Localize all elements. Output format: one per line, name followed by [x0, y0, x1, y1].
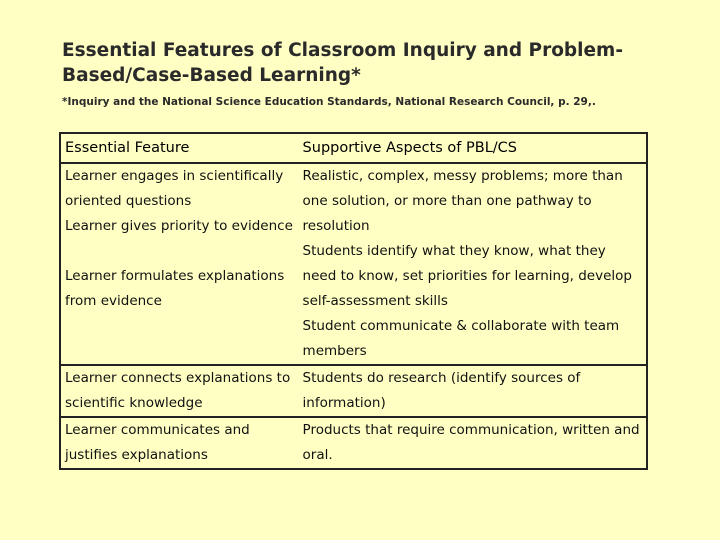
support-item: Students do research (identify sources of information) [302, 370, 581, 411]
header-supportive-aspects: Supportive Aspects of PBL/CS [299, 133, 647, 163]
feature-item: Learner formulates explanations from evidence [65, 268, 285, 309]
table-row [60, 365, 647, 417]
feature-item: Learner engages in scientifically oriented questions [65, 168, 284, 209]
support-cell [299, 163, 647, 365]
feature-cell [60, 365, 299, 417]
support-cell [299, 417, 647, 469]
support-item: Products that require communication, written and oral. [302, 422, 640, 463]
feature-item: Learner gives priority to evidence [65, 218, 293, 234]
table-row [60, 417, 647, 469]
feature-cell [60, 163, 299, 365]
features-table [59, 132, 648, 470]
support-cell [299, 365, 647, 417]
feature-item: Learner communicates and justifies explanations [65, 422, 250, 463]
feature-item: Learner connects explanations to scientific knowledge [65, 370, 291, 411]
feature-cell [60, 417, 299, 469]
header-essential-feature: Essential Feature [60, 133, 299, 163]
table-header-row [60, 133, 647, 163]
support-item: Students identify what they know, what they need to know, set priorities for learning, develop self-assessment skills [302, 243, 632, 309]
support-item: Realistic, complex, messy problems; more than one solution, or more than one pathway to resolution [302, 168, 623, 234]
slide-title: Essential Features of Classroom Inquiry and Problem-Based/Case-Based Learning* [62, 40, 624, 86]
support-item: Student communicate & collaborate with team members [302, 318, 620, 359]
table-row [60, 163, 647, 365]
citation-note: *Inquiry and the National Science Education Standards, National Research Council, p. 29,. [62, 96, 596, 108]
